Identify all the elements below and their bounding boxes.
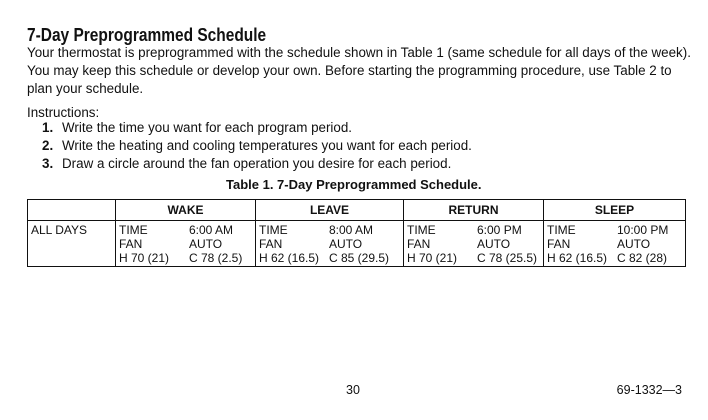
table-header-row [28,200,686,221]
instructions-list [42,119,472,173]
time-label: TIME [119,223,148,237]
cool-setting: C 78 (2.5) [189,251,243,265]
table-caption: Table 1. 7-Day Preprogrammed Schedule. [226,177,482,192]
header-cell-sleep: SLEEP [544,200,686,221]
intro-line: plan your schedule. [27,81,144,96]
heat-setting: H 62 (16.5) [547,251,608,265]
table-row [28,221,686,267]
intro-paragraph [27,44,707,98]
time-label: TIME [259,223,288,237]
fan-value: AUTO [329,237,363,251]
step-number: 2. [42,138,54,153]
cool-setting: C 78 (25.5) [477,251,538,265]
heat-setting: H 62 (16.5) [259,251,320,265]
cool-setting: C 85 (29.5) [329,251,390,265]
schedule-table [27,199,686,267]
time-value: 6:00 PM [477,223,522,237]
instructions-heading: Instructions: [27,105,100,120]
leave-cell [256,221,404,267]
header-cell-leave: LEAVE [256,200,404,221]
cool-setting: C 82 (28) [617,251,668,265]
header-cell-return: RETURN [404,200,544,221]
wake-cell [116,221,256,267]
step-number: 1. [42,120,54,135]
fan-label: FAN [119,237,143,251]
time-value: 8:00 AM [329,223,374,237]
row-label: ALL DAYS [28,221,116,267]
fan-label: FAN [407,237,431,251]
intro-line: Your thermostat is preprogrammed with the schedule shown in Table 1 (same schedule for all days of the week). [27,45,691,60]
time-label: TIME [407,223,436,237]
header-cell-empty [28,200,116,221]
fan-label: FAN [547,237,571,251]
fan-value: AUTO [189,237,223,251]
header-cell-wake: WAKE [116,200,256,221]
document-number: 69-1332—3 [616,383,682,397]
page-title: 7-Day Preprogrammed Schedule [27,25,267,45]
fan-label: FAN [259,237,283,251]
time-value: 10:00 PM [617,223,669,237]
instruction-step [42,119,472,137]
heat-setting: H 70 (21) [407,251,458,265]
time-value: 6:00 AM [189,223,234,237]
intro-line: You may keep this schedule or develop your own. Before starting the programming procedure, use Table 2 to [27,63,672,78]
return-cell [404,221,544,267]
step-number: 3. [42,156,54,171]
instruction-step [42,155,472,173]
heat-setting: H 70 (21) [119,251,170,265]
sleep-cell [544,221,686,267]
fan-value: AUTO [477,237,511,251]
step-text: Write the time you want for each program period. [62,120,353,135]
fan-value: AUTO [617,237,651,251]
step-text: Write the heating and cooling temperatures you want for each period. [62,138,472,153]
time-label: TIME [547,223,576,237]
page-number: 30 [346,383,360,397]
step-text: Draw a circle around the fan operation you desire for each period. [62,156,452,171]
instruction-step [42,137,472,155]
